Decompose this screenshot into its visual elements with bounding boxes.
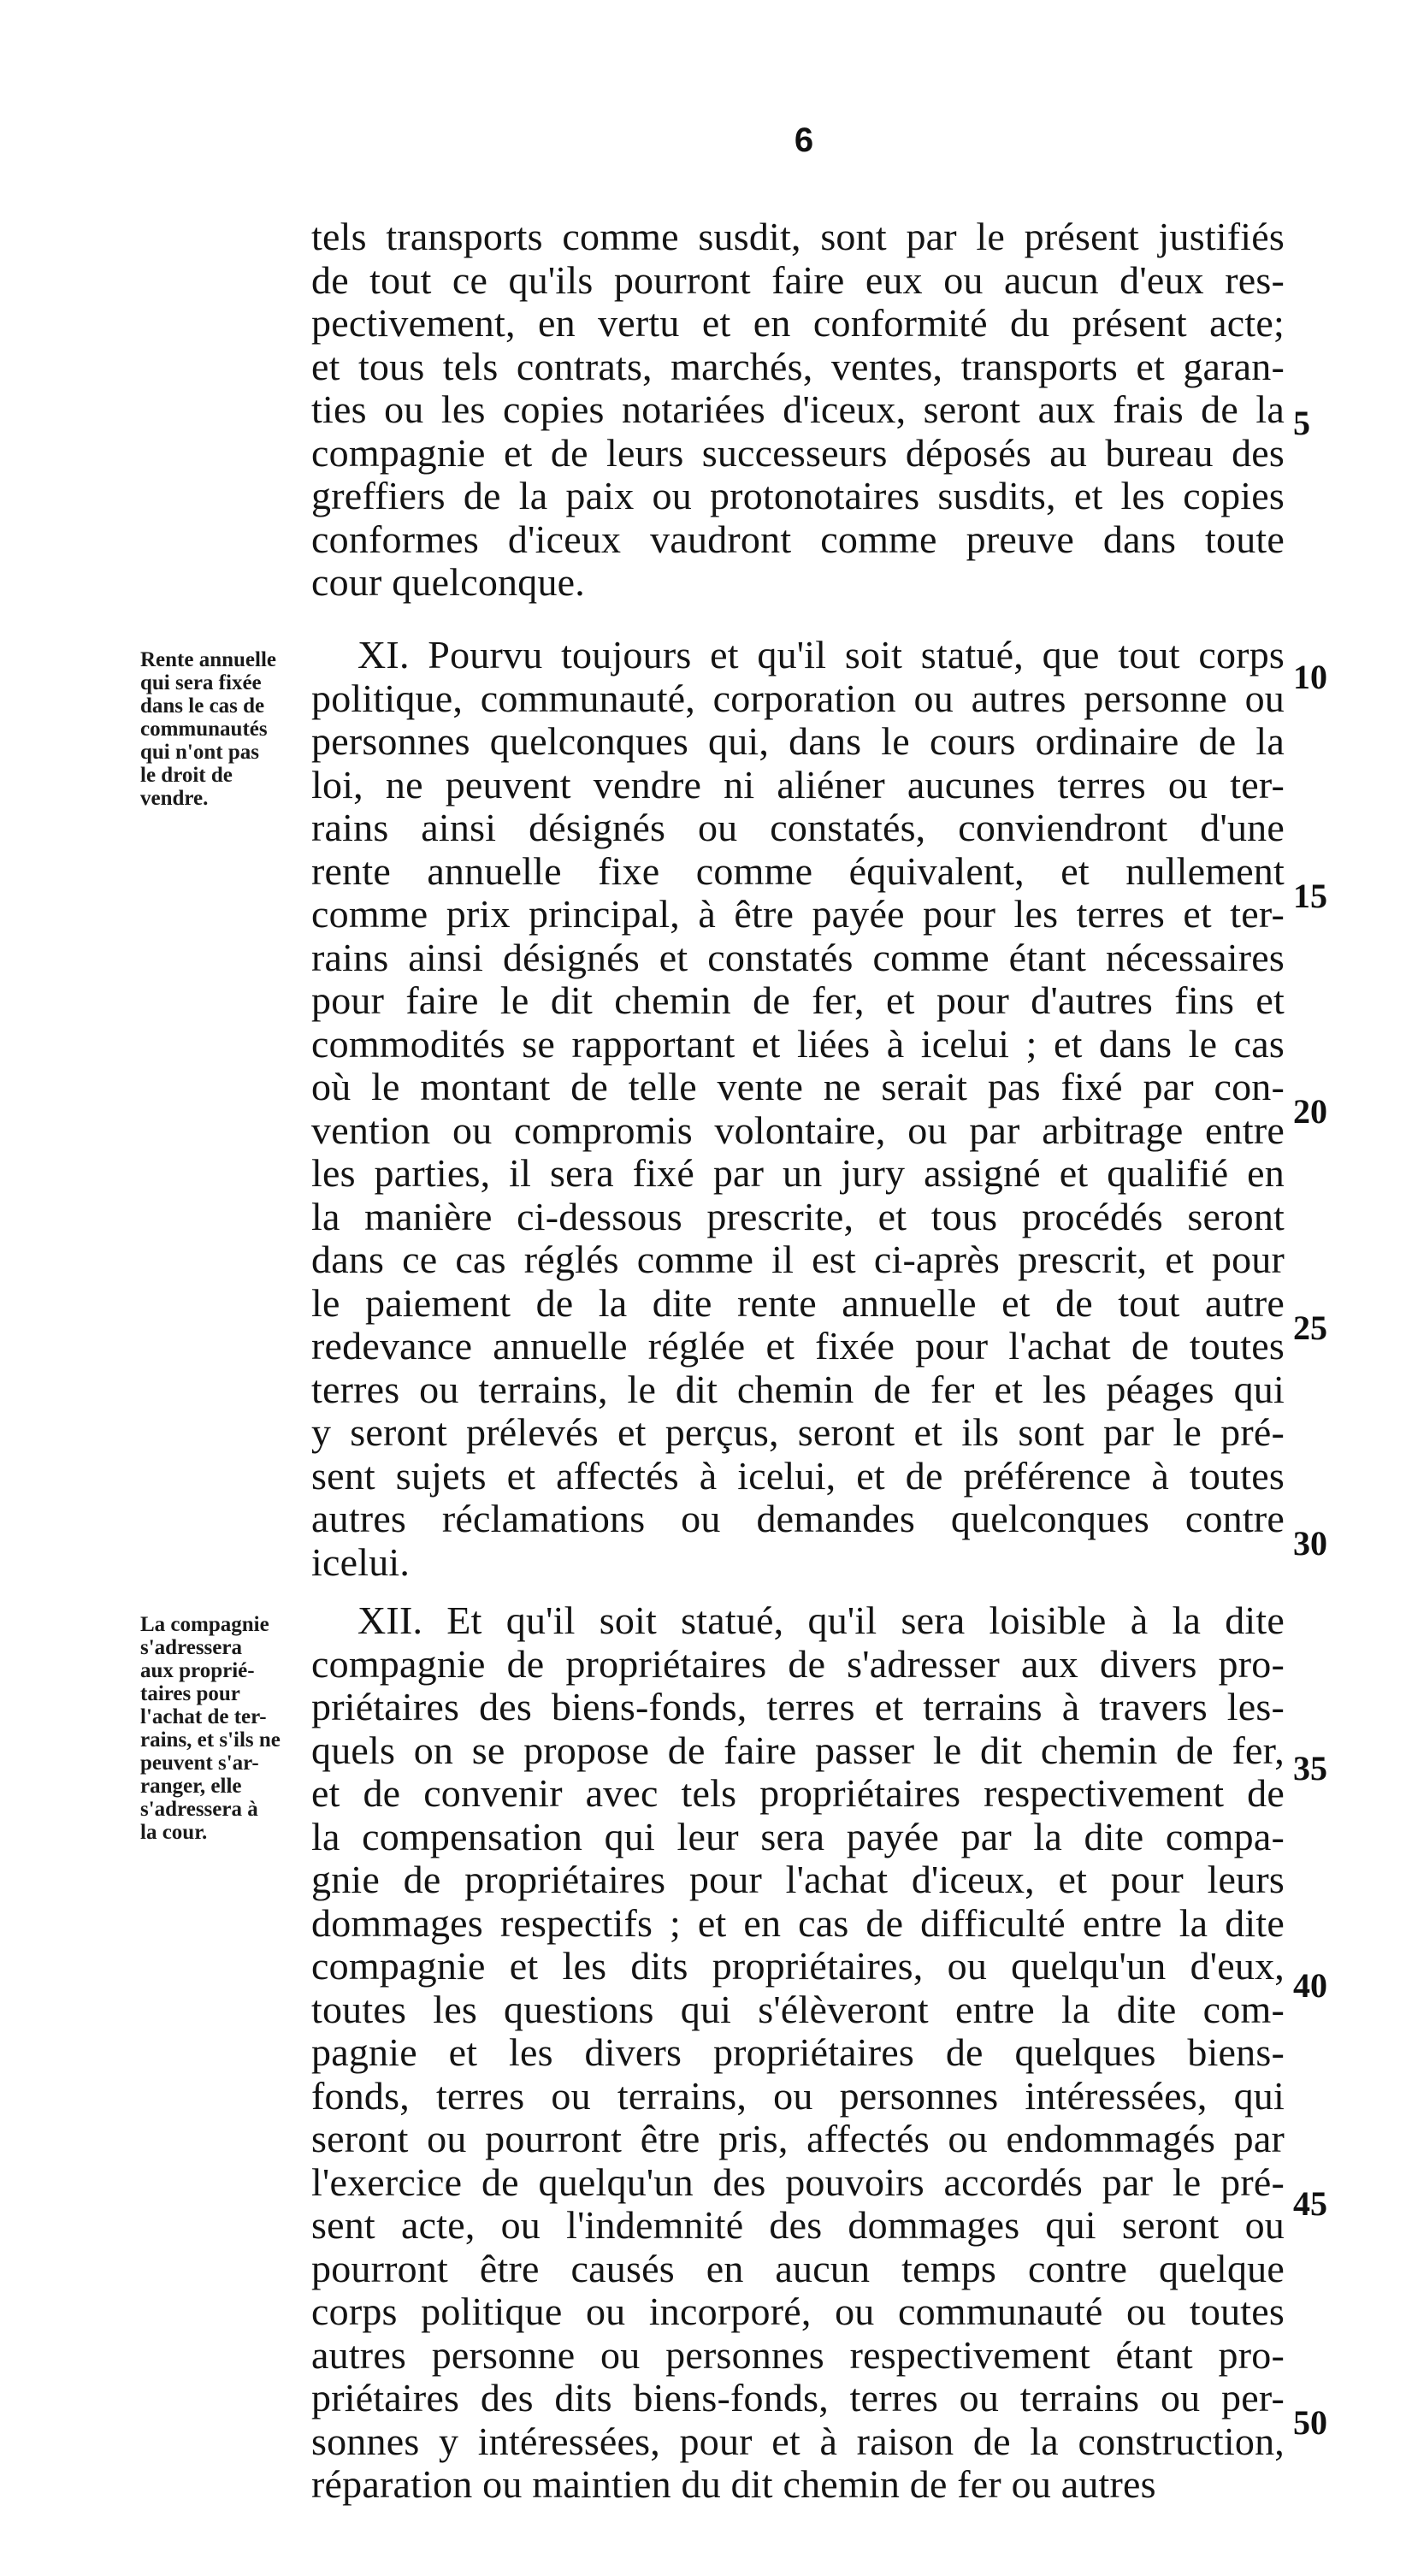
article-xi-line: loi, ne peuvent vendre ni aliéner aucunes terres ou ter- [311,763,1285,806]
intro-line: cour quelconque. [311,560,585,604]
article-xi-line: le paiement de la dite rente annuelle et de tout autre [311,1281,1285,1325]
intro-line: de tout ce qu'ils pourront faire eux ou aucun d'eux res- [311,258,1285,302]
margin-note-line: qui n'ont pas [140,741,259,764]
article-xi-line: commodités se rapportant et liées à icelui ; et dans le cas [311,1022,1285,1066]
intro-line: tels transports comme susdit, sont par le présent justifiés [311,215,1285,258]
page-number: 6 [794,121,814,159]
article-xi-line: rains ainsi désignés et constatés comme étant nécessaires [311,936,1285,979]
article-xi-line: icelui. [311,1540,411,1584]
article-xii-line: seront ou pourront être pris, affectés ou endommagés par [311,2117,1285,2160]
article-xi-line: la manière ci-dessous prescrite, et tous procédés seront [311,1195,1285,1238]
article-xii-line: sonnes y intéressées, pour et à raison de la construction, [311,2419,1285,2463]
line-number: 20 [1293,1092,1327,1131]
intro-line: greffiers de la paix ou protonotaires susdits, et les copies [311,474,1285,517]
margin-note-la-compagnie [140,1613,303,1844]
article-xii-line: compagnie et les dits propriétaires, ou quelqu'un d'eux, [311,1944,1285,1988]
article-xii-line: quels on se propose de faire passer le dit chemin de fer, [311,1728,1285,1772]
margin-note-line: l'achat de ter- [140,1705,267,1728]
margin-note-rente-annuelle [140,648,303,810]
intro-line: conformes d'iceux vaudront comme preuve dans toute [311,517,1285,561]
intro-line: compagnie et de leurs successeurs déposés au bureau des [311,431,1285,475]
margin-note-line: taires pour [140,1682,240,1705]
article-xi-line: sent sujets et affectés à icelui, et de préférence à toutes [311,1454,1285,1498]
article-xii-line: la compensation qui leur sera payée par la dite compa- [311,1815,1285,1858]
line-number: 45 [1293,2184,1327,2223]
intro-line: pectivement, en vertu et en conformité du présent acte; [311,301,1285,345]
margin-note-line: aux proprié- [140,1659,255,1682]
article-xi-line: XI. Pourvu toujours et qu'il soit statué, que tout corps [357,633,1285,676]
article-xii-line: priétaires des dits biens-fonds, terres ou terrains ou per- [311,2376,1285,2419]
line-number: 25 [1293,1309,1327,1347]
article-xi-line: comme prix principal, à être payée pour les terres et ter- [311,892,1285,936]
margin-note-line: s'adressera à [140,1798,258,1821]
margin-note-line: peuvent s'ar- [140,1752,259,1775]
article-xi-line: où le montant de telle vente ne serait pas fixé par con- [311,1065,1285,1108]
article-xii-line: fonds, terres ou terrains, ou personnes intéressées, qui [311,2074,1285,2118]
article-xii-line: toutes les questions qui s'élèveront entre la dite com- [311,1988,1285,2031]
margin-note-line: rains, et s'ils ne [140,1728,281,1752]
article-xi-line: redevance annuelle réglée et fixée pour l'achat de toutes [311,1324,1285,1368]
margin-note-line: s'adressera [140,1636,242,1659]
article-xi-line: pour faire le dit chemin de fer, et pour d'autres fins et [311,978,1285,1022]
margin-note-line: dans le cas de [140,694,265,718]
article-xii-line: pourront être causés en aucun temps contre quelque [311,2247,1285,2290]
article-xii-line: l'exercice de quelqu'un des pouvoirs accordés par le pré- [311,2160,1285,2204]
line-number: 50 [1293,2403,1327,2442]
article-xii-line: dommages respectifs ; et en cas de difficulté entre la dite [311,1901,1285,1945]
margin-note-line: vendre. [140,787,209,810]
margin-note-line: le droit de [140,764,233,787]
article-xii-line: autres personne ou personnes respectivement étant pro- [311,2333,1285,2377]
article-xi-line: y seront prélevés et perçus, seront et ils sont par le pré- [311,1410,1285,1454]
article-xi-line: personnes quelconques qui, dans le cours ordinaire de la [311,719,1285,763]
article-xi-line: les parties, il sera fixé par un jury assigné et qualifié en [311,1151,1285,1195]
article-xii-line: XII. Et qu'il soit statué, qu'il sera loisible à la dite [357,1598,1285,1642]
line-number: 15 [1293,877,1327,915]
article-xii-line: et de convenir avec tels propriétaires respectivement de [311,1771,1285,1815]
article-xii-line: priétaires des biens-fonds, terres et terrains à travers les- [311,1685,1285,1728]
line-number: 10 [1293,658,1327,696]
margin-note-line: communautés [140,718,268,741]
article-xii-line: pagnie et les divers propriétaires de quelques biens- [311,2030,1285,2074]
line-number: 35 [1293,1749,1327,1787]
margin-note-line: Rente annuelle [140,648,277,671]
article-xii-line: corps politique ou incorporé, ou communauté ou toutes [311,2289,1285,2333]
line-number: 40 [1293,1966,1327,2005]
margin-note-line: ranger, elle [140,1775,242,1798]
margin-note-line: qui sera fixée [140,671,262,694]
article-xii-line: gnie de propriétaires pour l'achat d'iceux, et pour leurs [311,1858,1285,1901]
article-xii-line: compagnie de propriétaires de s'adresser aux divers pro- [311,1642,1285,1686]
margin-note-line: la cour. [140,1821,208,1844]
article-xi-line: dans ce cas réglés comme il est ci-après prescrit, et pour [311,1238,1285,1281]
line-number: 30 [1293,1524,1327,1563]
article-xii-line: réparation ou maintien du dit chemin de fer ou autres [311,2462,1156,2506]
article-xi-line: vention ou compromis volontaire, ou par arbitrage entre [311,1108,1285,1152]
intro-line: ties ou les copies notariées d'iceux, seront aux frais de la [311,387,1285,431]
article-xi-line: rains ainsi désignés ou constatés, conviendront d'une [311,806,1285,849]
article-xii-line: sent acte, ou l'indemnité des dommages qui seront ou [311,2203,1285,2247]
article-xi-line: autres réclamations ou demandes quelconques contre [311,1497,1285,1540]
article-xi-line: politique, communauté, corporation ou autres personne ou [311,676,1285,720]
article-xi-line: terres ou terrains, le dit chemin de fer et les péages qui [311,1368,1285,1411]
article-xi-line: rente annuelle fixe comme équivalent, et nullement [311,849,1285,893]
line-number: 5 [1293,404,1310,442]
intro-line: et tous tels contrats, marchés, ventes, transports et garan- [311,345,1285,388]
margin-note-line: La compagnie [140,1613,269,1636]
